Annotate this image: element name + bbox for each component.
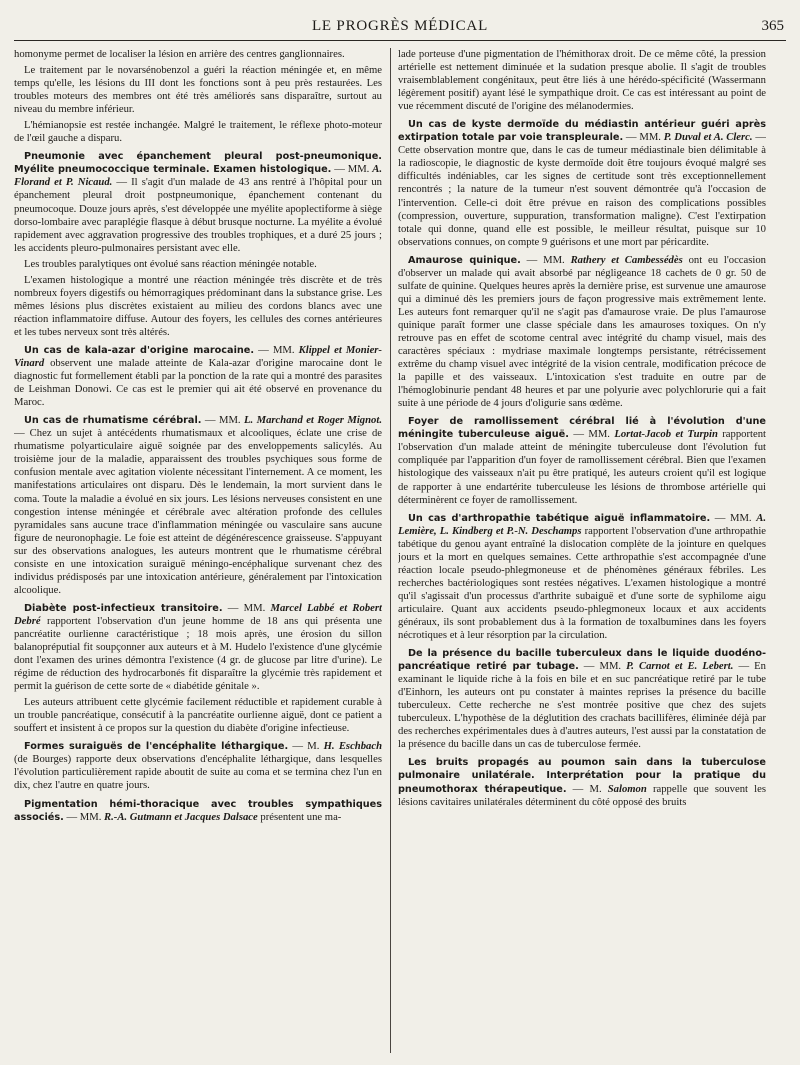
article-authors: Lortat-Jacob et Turpin	[614, 429, 718, 441]
article-lead: — MM.	[63, 811, 105, 823]
article-body: (de Bourges) rapporte deux observations d'encéphalite léthargique, dans lesquelles l'évolution particulièrement rapide aboutit de suite au coma et se termina chez l'un en dix, chez l'autre en quatre jours.	[14, 754, 382, 792]
paragraph: L'examen histologique a montré une réaction méningée très discrète et de très nombreux foyers digestifs ou hémorragiques prédominant dans la substance grise. Les mêmes lésions plus discrètes existaient au milieu des cordons blancs avec une réaction inflammatoire diffuse. Autour des foyers, les cellules des cornes antérieures et les tubes nerveux sont très altérés.	[14, 274, 382, 338]
article-lead: — MM.	[222, 602, 271, 614]
article-body: — Chez un sujet à antécédents rhumatismaux et alcooliques, éclate une crise de rhumatisme polyarticulaire aiguë soignée par des enveloppements salicylés. Au troisième jour de la maladie, apparaissent des troubles psychiques sous forme de confusion mentale avec agitation violente nécessitant l'internement. A ce moment, les manifestations articulaires ont disparu. Dès le lendemain, la mort survient dans le coma. Toute la maladie a évolué en six jours. Les lésions nerveuses consistent en une congestion intense méningée et cérébrale avec altération profonde des cellules pyramidales sans aucune trace d'inflammation méningée ou vasculaire sans aucune figure de neuronophagie. Le foie est atteint de dégénérescence graisseuse. S'appuyant sur des observations analogues, les auteurs montrent que le rhumatisme cérébral consiste en une intoxication suraiguë méningo-encéphalique survenant chez des individus prédisposés par une intoxication antérieure, généralement par l'intoxication alcoolique.	[14, 428, 382, 596]
article-entry	[398, 118, 766, 248]
article-authors: L. Marchand et Roger Mignot.	[244, 415, 382, 427]
article-lead: — MM.	[201, 415, 245, 427]
article-heading: Pneumonie avec épanchement pleural post-pneumonique. Myélite pneumococcique terminale. Examen histologique.	[14, 151, 382, 176]
article-body: rapportent l'observation d'un malade atteint de méningite tuberculeuse dont l'évolution fut compliquée par l'apparition d'un foyer de ramollissement cérébral. Bien que l'examen histologique des vaisseaux n'ait pu être pratiqué, les auteurs croient qu'il est logique de rapporter à une endartérite tuberculeuse les lésions de thrombose artérielle qui déterminèrent ce foyer de ramollissement.	[398, 429, 766, 506]
article-entry	[14, 740, 382, 792]
continued-paragraph: lade porteuse d'une pigmentation de l'hémithorax droit. De ce même côté, la pression artérielle est nettement diminuée et la sudation presque abolie. Il s'agit de troubles vraisemblablement congénitaux, peut être liés à une hérédo-spécificité (Wassermann légèrement positif) ayant lésé le sympathique droit. Ce cas est intéressant au point de vue récemment discuté de l'origine des mélanodermies.	[398, 49, 766, 113]
article-heading: Un cas de kyste dermoïde du médiastin antérieur guéri après extirpation totale par voie transpleurale.	[398, 119, 766, 144]
paragraph: L'hémianopsie est restée inchangée. Malgré le traitement, le réflexe photo-moteur de l'œil gauche a disparu.	[14, 120, 382, 145]
article-lead: — MM.	[710, 512, 757, 524]
article-entry	[398, 756, 766, 808]
article-authors: A. Lemière, L. Kindberg et P.-N. Deschamps	[398, 512, 766, 537]
article-lead: — MM.	[578, 661, 627, 673]
article-lead: — MM.	[568, 429, 615, 441]
article-heading: Diabète post-infectieux transitoire.	[24, 602, 223, 614]
article-entry	[14, 414, 382, 597]
column-divider	[390, 48, 391, 1053]
article-entry	[14, 344, 382, 409]
article-heading: Un cas de kala-azar d'origine marocaine.	[24, 344, 255, 356]
article-lead: — MM.	[254, 344, 299, 356]
article-body: observent une malade atteinte de Kala-azar d'origine marocaine dont le diagnostic fut formellement établi par la ponction de la rate qui a montré des parasites de Leishman Donowi. Ce cas est le premier qui ait été observé en provenance du Maroc.	[14, 358, 382, 409]
article-authors: P. Carnot et E. Lebert.	[626, 661, 734, 673]
article-entry	[14, 602, 382, 693]
article-heading: Amaurose quinique.	[408, 254, 521, 266]
article-authors: H. Eschbach	[323, 741, 382, 753]
article-lead: — MM.	[331, 164, 373, 176]
article-lead: — MM.	[520, 254, 571, 266]
paragraph: Le traitement par le novarsénobenzol a guéri la réaction méningée et, en même temps qu'elle, les lésions du III dont les fonctions sont à peu près restaurées. Les troubles moteurs des membres ont été très améliorés sans disparaître, surtout au niveau du membre inférieur.	[14, 65, 382, 116]
paragraph: Les auteurs attribuent cette glycémie facilement réductible et rapidement curable à un trouble pancréatique, consécutif à la pancréatite ourlienne aiguë, dont ce patient a souffert et insistent à ce propos sur la question du diabète d'origine infectieuse.	[14, 697, 382, 735]
article-lead: — M.	[566, 783, 608, 795]
article-lead: — M.	[288, 741, 324, 753]
article-body: — Cette observation montre que, dans le cas de tumeur médiastinale bien délimitable à la radioscopie, le diagnostic de kyste dermoïde doit être toujours évoqué malgré ses difficultés indéniables, car les signes de certitude sont très exceptionnellement rencontrés ; la nature de la tumeur n'est souvent démontrée qu'à l'occasion de l'intervention. Celle-ci doit être prévue en raison des complications possibles (compression, ouverture, suppuration, transformation maligne). C'est l'extirpation totale qui donne, quand elle est possible, le meilleur résultat, puisque sur 10 observations connues, on compte 9 guérisons et une mort par péricardite.	[398, 132, 766, 248]
article-body: rappelle que souvent les lésions cavitaires unilatérales déterminent du côté opposé des bruits	[398, 783, 766, 808]
article-entry	[398, 512, 766, 642]
article-authors: Klippel et Monier-Vinard	[14, 344, 382, 370]
article-entry	[398, 647, 766, 751]
paragraph: Les troubles paralytiques ont évolué sans réaction méningée notable.	[24, 258, 317, 270]
article-heading: Formes suraiguës de l'encéphalite léthargique.	[24, 741, 289, 753]
article-authors: P. Duval et A. Clerc.	[663, 132, 753, 144]
continued-paragraph: homonyme permet de localiser la lésion en arrière des centres ganglionnaires.	[14, 49, 345, 60]
article-body: présentent une ma-	[257, 811, 342, 823]
article-entry	[14, 150, 382, 254]
article-lead: — MM.	[623, 132, 664, 144]
article-entry	[14, 798, 382, 824]
article-authors: R.-A. Gutmann et Jacques Dalsace	[104, 811, 258, 823]
article-authors: A. Florand et P. Nicaud.	[14, 164, 382, 189]
article-heading: De la présence du bacille tuberculeux dans le liquide duodéno-pancréatique retiré par tubage.	[398, 648, 766, 673]
article-authors: Rathery et Cambessédès	[570, 254, 683, 266]
article-authors: Salomon	[607, 783, 647, 795]
article-body: — Il s'agit d'un malade de 43 ans rentré à l'hôpital pour un épanchement pleural droit postpneumonique, épanchement contenant du pneumocoque. Douze jours après, s'est développée une myélite apoplectiforme à siège dorso-lombaire avec paraplégie flasque à début brusque nocturne. La myélite a évolué rapidement avec aggravation progressive des troubles trophiques, et a duré 25 jours ; les accidents pleuro-pulmonaires persistant avec elle.	[14, 177, 382, 254]
article-entry	[398, 254, 766, 411]
right-column	[398, 48, 766, 1053]
article-body: — En examinant le liquide riche à la fois en bile et en suc pancréatique retiré par le tube d'Einhorn, les auteurs ont pu constater à maintes reprises la présence du bacille tuberculeux. Cette recherche ne s'est montrée positive que chez des sujets tuberculeux. L'hypothèse de la déglutition des crachats bacillifères, éliminée déjà par des recherches expérimentales dues à d'autres auteurs, l'est aussi par la constatation de la présence du bacille dans un cas de tuberculose fermée.	[398, 661, 766, 751]
article-heading: Foyer de ramollissement cérébral lié à l'évolution d'une méningite tuberculeuse aiguë.	[398, 416, 766, 441]
running-header	[14, 14, 786, 41]
article-heading: Un cas de rhumatisme cérébral.	[24, 415, 202, 427]
article-body: rapportent l'observation d'une arthropathie tabétique du genou ayant entraîné la dislocation complète de la jointure en quelques jours et la mort en quelques semaines. Cette arthropathie s'est accompagnée d'une réaction locale pseudo-phlegmoneuse et de phénomènes généraux fébriles. Les recherches bactériologiques sont restées négatives. L'examen histologique a montré qu'il s'agissait d'un processus d'arthrite subaiguë et d'une sorte de syphilome aigu articulaire. Quant aux accidents pseudo-phlegmoneux locaux et aux accidents généraux, ils sont probablement dus à la formation de toxalbumines dans les foyers nécrotiques et à leur résorption par la circulation.	[398, 525, 766, 642]
article-heading: Un cas d'arthropathie tabétique aiguë inflammatoire.	[408, 512, 711, 524]
article-heading: Les bruits propagés au poumon sain dans la tuberculose pulmonaire unilatérale. Interprétation pour la pratique du pneumothorax thérapeutique.	[398, 757, 766, 795]
left-column	[14, 48, 382, 1053]
running-title: LE PROGRÈS MÉDICAL	[311, 18, 489, 34]
article-body: ont eu l'occasion d'observer un malade qui avait absorbé par négligeance 18 cachets de 0 gr. 50 de sulfate de quinine. Quelques heures après la dernière prise, est survenue une amaurose qui a diminué dès les premiers jours de façon progressive mais extrêmement lente. Les auteurs font remarquer qu'il ne s'agit pas d'amaurose vraie. De plus l'amaurose quinique paraît former une classe spéciale dans les amauroses toxiques. On n'y retrouve pas en effet de scotome central avec intégrité du champ visuel, mais des caractères spéciaux : mydriase maximale longtemps persistante, rétrécissement extrême du champ visuel avec intégrité de la vision centrale, modification précoce de la papille et des vaisseaux. L'intoxication s'est traduite en outre par de l'hémoglobinurie pendant 48 heures et par une polyurie avec polychlorurie qui a fait suite à une période de 4 jours d'oligurie sans œdème.	[398, 254, 766, 410]
article-entry	[398, 415, 766, 506]
article-authors: Marcel Labbé et Robert Debré	[14, 602, 382, 627]
page-number: 365	[761, 18, 784, 34]
article-body: rapportent l'observation d'un jeune homme de 18 ans qui présenta une pancréatite ourlienne caractéristique ; 18 mois après, une érosion du sillon balanopréputial fit soupçonner aux auteurs et à M. Hudelo l'existence d'une glycémie dont l'examen des urines démontra l'existence (4 gr. de glucose par litre d'urine). Le régime de réduction des hydrocarbonés fit disparaître la glycémie très rapidement et permit la guérison de cette sorte de « diabétide génitale ».	[14, 615, 382, 693]
article-heading: Pigmentation hémi-thoracique avec troubles sympathiques associés.	[14, 798, 382, 823]
